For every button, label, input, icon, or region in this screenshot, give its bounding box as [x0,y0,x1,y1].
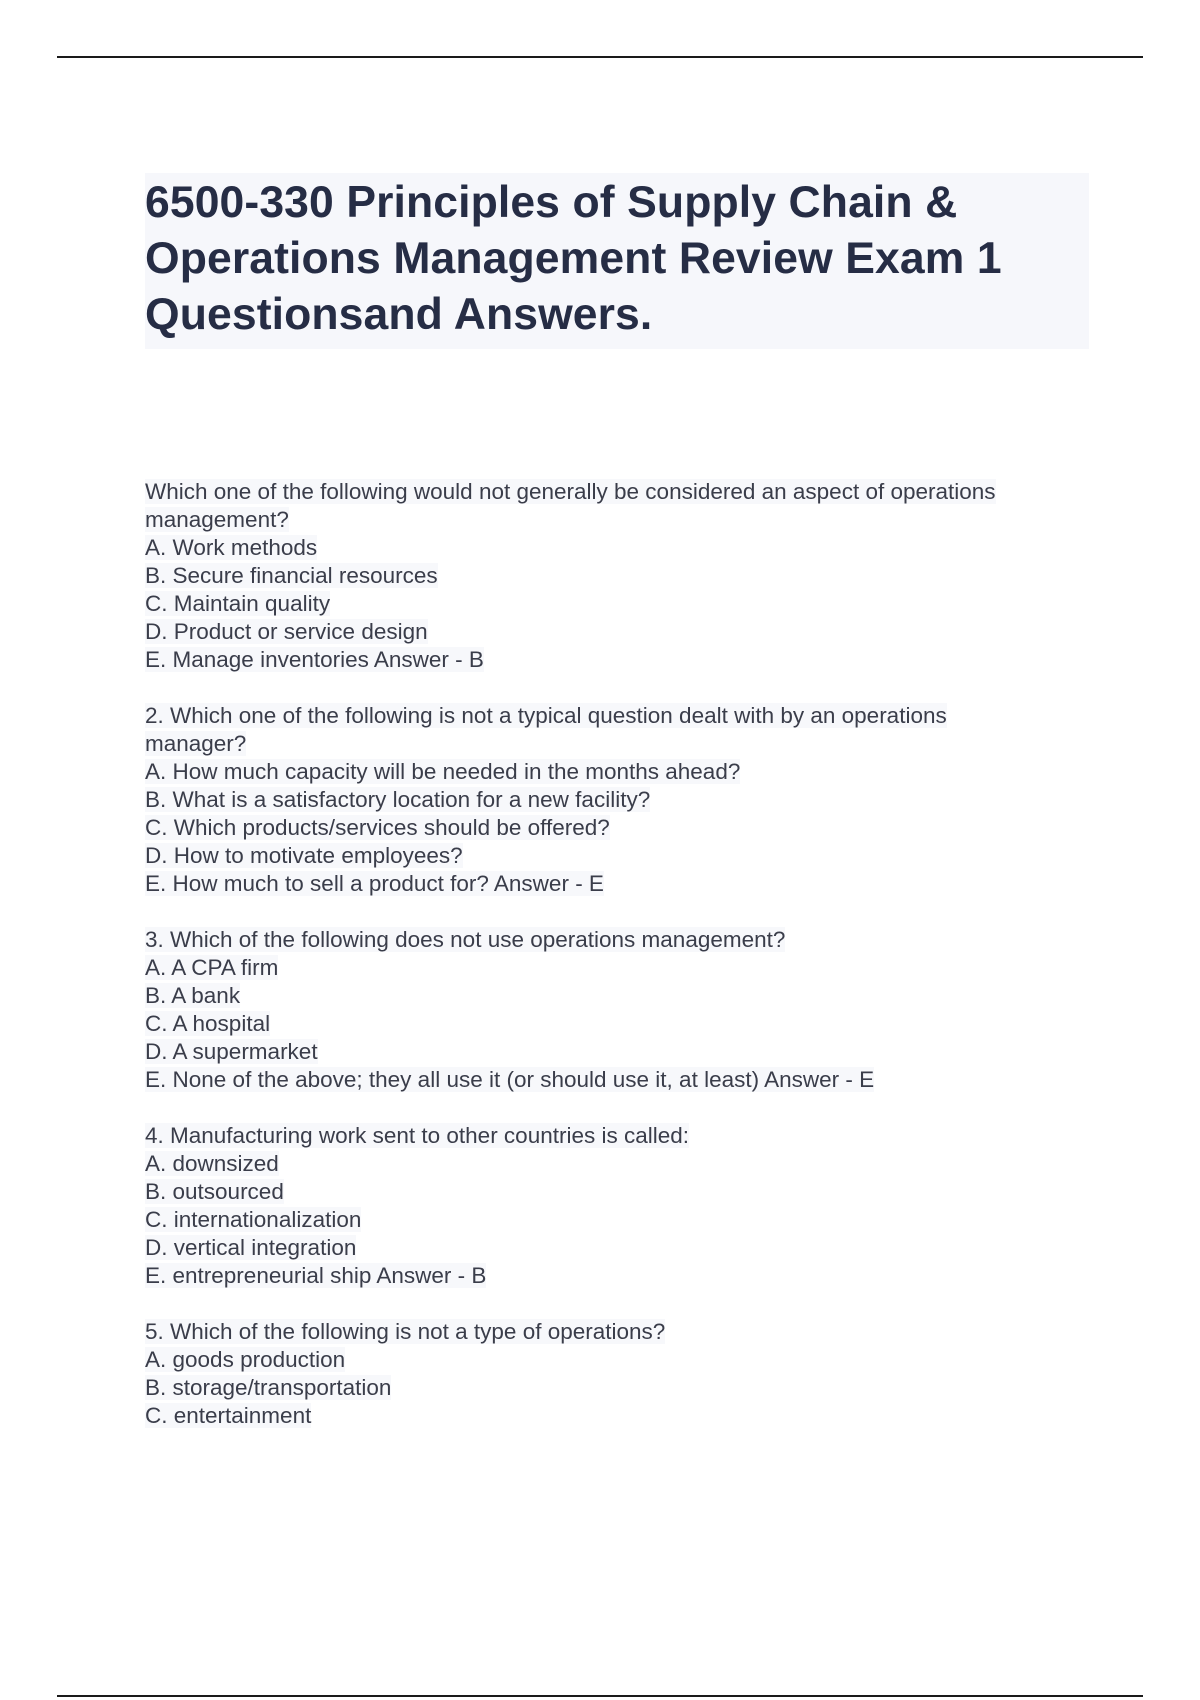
question-block-1 [145,478,1095,674]
answer-option-c: C. Which products/services should be offered? [145,815,610,840]
question-text-cont: management? [145,507,289,532]
answer-option-c: C. Maintain quality [145,591,331,616]
answer-option-d: D. vertical integration [145,1235,357,1260]
title-block [145,173,1089,349]
question-block-5 [145,1318,1095,1430]
answer-option-a: A. Work methods [145,535,318,560]
question-text: 5. Which of the following is not a type of operations? [145,1319,666,1344]
bottom-rule [57,1695,1143,1697]
answer-option-a: A. A CPA firm [145,955,279,980]
answer-option-e: E. How much to sell a product for? Answer - E [145,871,604,896]
answer-option-d: D. How to motivate employees? [145,843,463,868]
question-block-3 [145,926,1095,1094]
answer-option-b: B. outsourced [145,1179,284,1204]
answer-option-c: C. internationalization [145,1207,362,1232]
answer-option-e: E. entrepreneurial ship Answer - B [145,1263,487,1288]
answer-option-a: A. goods production [145,1347,346,1372]
answer-option-d: D. Product or service design [145,619,428,644]
answer-option-c: C. A hospital [145,1011,271,1036]
questions-content [145,478,1095,1458]
question-text: Which one of the following would not generally be considered an aspect of operations [145,479,996,504]
answer-option-b: B. What is a satisfactory location for a new facility? [145,787,651,812]
question-block-4 [145,1122,1095,1290]
answer-option-e: E. None of the above; they all use it (or should use it, at least) Answer - E [145,1067,875,1092]
question-text: 3. Which of the following does not use operations management? [145,927,786,952]
answer-option-a: A. How much capacity will be needed in the months ahead? [145,759,741,784]
top-rule [57,56,1143,58]
answer-option-e: E. Manage inventories Answer - B [145,647,484,672]
question-text-cont: manager? [145,731,247,756]
question-text: 4. Manufacturing work sent to other countries is called: [145,1123,690,1148]
answer-option-d: D. A supermarket [145,1039,318,1064]
answer-option-b: B. storage/transportation [145,1375,392,1400]
question-text: 2. Which one of the following is not a typical question dealt with by an operations [145,703,947,728]
page-title: 6500-330 Principles of Supply Chain & Operations Management Review Exam 1 Questionsand Answers. [145,178,1002,339]
answer-option-c: C. entertainment [145,1403,312,1428]
answer-option-b: B. A bank [145,983,241,1008]
answer-option-b: B. Secure financial resources [145,563,438,588]
answer-option-a: A. downsized [145,1151,279,1176]
question-block-2 [145,702,1095,898]
